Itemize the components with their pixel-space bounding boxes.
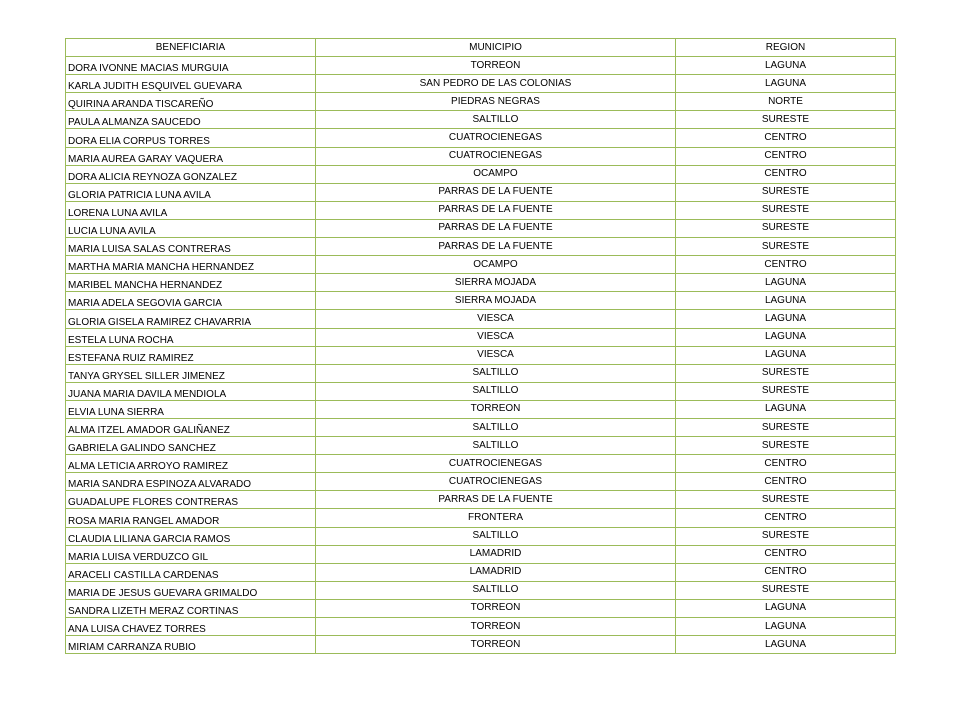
- municipality-cell: PARRAS DE LA FUENTE: [316, 201, 676, 219]
- region-cell: CENTRO: [676, 473, 896, 491]
- beneficiary-name-cell: TANYA GRYSEL SILLER JIMENEZ: [66, 364, 316, 382]
- beneficiary-name-cell: PAULA ALMANZA SAUCEDO: [66, 111, 316, 129]
- region-cell: LAGUNA: [676, 292, 896, 310]
- municipality-cell: VIESCA: [316, 328, 676, 346]
- region-cell: LAGUNA: [676, 57, 896, 75]
- region-cell: SURESTE: [676, 418, 896, 436]
- region-cell: SURESTE: [676, 111, 896, 129]
- region-cell: LAGUNA: [676, 400, 896, 418]
- region-cell: LAGUNA: [676, 310, 896, 328]
- municipality-cell: CUATROCIENEGAS: [316, 147, 676, 165]
- region-cell: CENTRO: [676, 509, 896, 527]
- municipality-cell: SALTILLO: [316, 437, 676, 455]
- municipality-cell: SIERRA MOJADA: [316, 292, 676, 310]
- region-cell: CENTRO: [676, 256, 896, 274]
- table-row: [66, 238, 896, 256]
- region-cell: SURESTE: [676, 238, 896, 256]
- table-row: [66, 581, 896, 599]
- table-row: [66, 93, 896, 111]
- municipality-cell: SAN PEDRO DE LAS COLONIAS: [316, 75, 676, 93]
- municipality-cell: SALTILLO: [316, 581, 676, 599]
- beneficiary-name-cell: ARACELI CASTILLA CARDENAS: [66, 563, 316, 581]
- municipality-cell: PIEDRAS NEGRAS: [316, 93, 676, 111]
- municipality-cell: SALTILLO: [316, 418, 676, 436]
- beneficiary-name-cell: DORA ALICIA REYNOZA GONZALEZ: [66, 165, 316, 183]
- region-cell: CENTRO: [676, 165, 896, 183]
- municipality-cell: SALTILLO: [316, 111, 676, 129]
- table-row: [66, 455, 896, 473]
- beneficiary-name-cell: LUCIA LUNA AVILA: [66, 219, 316, 237]
- table-row: [66, 57, 896, 75]
- region-cell: LAGUNA: [676, 599, 896, 617]
- region-cell: SURESTE: [676, 491, 896, 509]
- municipality-cell: OCAMPO: [316, 165, 676, 183]
- table-row: [66, 75, 896, 93]
- municipality-cell: VIESCA: [316, 346, 676, 364]
- beneficiary-name-cell: CLAUDIA LILIANA GARCIA RAMOS: [66, 527, 316, 545]
- beneficiary-name-cell: MARIA ADELA SEGOVIA GARCIA: [66, 292, 316, 310]
- beneficiary-name-cell: GABRIELA GALINDO SANCHEZ: [66, 437, 316, 455]
- beneficiary-name-cell: LORENA LUNA AVILA: [66, 201, 316, 219]
- table-row: [66, 527, 896, 545]
- region-cell: LAGUNA: [676, 274, 896, 292]
- region-cell: SURESTE: [676, 437, 896, 455]
- municipality-cell: VIESCA: [316, 310, 676, 328]
- beneficiary-name-cell: MARIA DE JESUS GUEVARA GRIMALDO: [66, 581, 316, 599]
- beneficiary-name-cell: MARTHA MARIA MANCHA HERNANDEZ: [66, 256, 316, 274]
- beneficiary-name-cell: JUANA MARIA DAVILA MENDIOLA: [66, 382, 316, 400]
- municipality-cell: FRONTERA: [316, 509, 676, 527]
- table-row: [66, 599, 896, 617]
- region-cell: SURESTE: [676, 581, 896, 599]
- beneficiary-name-cell: QUIRINA ARANDA TISCAREÑO: [66, 93, 316, 111]
- beneficiary-name-cell: MARIA LUISA SALAS CONTRERAS: [66, 238, 316, 256]
- municipality-cell: TORREON: [316, 57, 676, 75]
- table-row: [66, 183, 896, 201]
- table-row: [66, 636, 896, 654]
- table-row: [66, 256, 896, 274]
- table-row: [66, 437, 896, 455]
- table-row: [66, 400, 896, 418]
- municipality-cell: PARRAS DE LA FUENTE: [316, 183, 676, 201]
- region-cell: CENTRO: [676, 147, 896, 165]
- beneficiary-name-cell: ANA LUISA CHAVEZ TORRES: [66, 618, 316, 636]
- region-cell: SURESTE: [676, 183, 896, 201]
- municipality-cell: TORREON: [316, 400, 676, 418]
- municipality-cell: PARRAS DE LA FUENTE: [316, 238, 676, 256]
- region-cell: CENTRO: [676, 129, 896, 147]
- region-cell: SURESTE: [676, 219, 896, 237]
- region-cell: CENTRO: [676, 455, 896, 473]
- region-cell: SURESTE: [676, 382, 896, 400]
- region-cell: LAGUNA: [676, 636, 896, 654]
- header-municipio: MUNICIPIO: [316, 39, 676, 57]
- table-body: [66, 57, 896, 654]
- beneficiary-name-cell: MARIA AUREA GARAY VAQUERA: [66, 147, 316, 165]
- header-row: [66, 39, 896, 57]
- table-row: [66, 165, 896, 183]
- table-row: [66, 346, 896, 364]
- beneficiaries-table: [65, 38, 896, 654]
- municipality-cell: TORREON: [316, 636, 676, 654]
- header-beneficiaria: BENEFICIARIA: [66, 39, 316, 57]
- table-row: [66, 364, 896, 382]
- municipality-cell: CUATROCIENEGAS: [316, 455, 676, 473]
- table-row: [66, 111, 896, 129]
- municipality-cell: LAMADRID: [316, 563, 676, 581]
- beneficiary-name-cell: MARIA LUISA VERDUZCO GIL: [66, 545, 316, 563]
- beneficiary-name-cell: MIRIAM CARRANZA RUBIO: [66, 636, 316, 654]
- beneficiary-name-cell: ELVIA LUNA SIERRA: [66, 400, 316, 418]
- table-row: [66, 618, 896, 636]
- municipality-cell: SALTILLO: [316, 382, 676, 400]
- beneficiary-name-cell: GLORIA PATRICIA LUNA AVILA: [66, 183, 316, 201]
- header-region: REGION: [676, 39, 896, 57]
- municipality-cell: SIERRA MOJADA: [316, 274, 676, 292]
- municipality-cell: TORREON: [316, 618, 676, 636]
- region-cell: LAGUNA: [676, 328, 896, 346]
- region-cell: SURESTE: [676, 364, 896, 382]
- beneficiary-name-cell: MARIBEL MANCHA HERNANDEZ: [66, 274, 316, 292]
- region-cell: CENTRO: [676, 545, 896, 563]
- region-cell: LAGUNA: [676, 346, 896, 364]
- region-cell: NORTE: [676, 93, 896, 111]
- municipality-cell: SALTILLO: [316, 364, 676, 382]
- table-row: [66, 382, 896, 400]
- beneficiary-name-cell: GLORIA GISELA RAMIREZ CHAVARRIA: [66, 310, 316, 328]
- region-cell: LAGUNA: [676, 618, 896, 636]
- beneficiary-name-cell: MARIA SANDRA ESPINOZA ALVARADO: [66, 473, 316, 491]
- table-row: [66, 219, 896, 237]
- table-row: [66, 310, 896, 328]
- region-cell: SURESTE: [676, 527, 896, 545]
- table-row: [66, 563, 896, 581]
- beneficiary-name-cell: ALMA LETICIA ARROYO RAMIREZ: [66, 455, 316, 473]
- municipality-cell: SALTILLO: [316, 527, 676, 545]
- beneficiary-name-cell: DORA ELIA CORPUS TORRES: [66, 129, 316, 147]
- municipality-cell: LAMADRID: [316, 545, 676, 563]
- municipality-cell: CUATROCIENEGAS: [316, 473, 676, 491]
- beneficiary-name-cell: ESTELA LUNA ROCHA: [66, 328, 316, 346]
- beneficiary-name-cell: DORA IVONNE MACIAS MURGUIA: [66, 57, 316, 75]
- municipality-cell: TORREON: [316, 599, 676, 617]
- municipality-cell: PARRAS DE LA FUENTE: [316, 491, 676, 509]
- beneficiary-name-cell: ALMA ITZEL AMADOR GALIÑANEZ: [66, 418, 316, 436]
- beneficiary-name-cell: ESTEFANA RUIZ RAMIREZ: [66, 346, 316, 364]
- table-row: [66, 473, 896, 491]
- table-row: [66, 201, 896, 219]
- table-row: [66, 129, 896, 147]
- beneficiary-name-cell: KARLA JUDITH ESQUIVEL GUEVARA: [66, 75, 316, 93]
- municipality-cell: PARRAS DE LA FUENTE: [316, 219, 676, 237]
- municipality-cell: CUATROCIENEGAS: [316, 129, 676, 147]
- table-row: [66, 418, 896, 436]
- table-row: [66, 274, 896, 292]
- region-cell: CENTRO: [676, 563, 896, 581]
- table-row: [66, 545, 896, 563]
- table-row: [66, 292, 896, 310]
- region-cell: LAGUNA: [676, 75, 896, 93]
- table-row: [66, 509, 896, 527]
- table-row: [66, 147, 896, 165]
- municipality-cell: OCAMPO: [316, 256, 676, 274]
- table-row: [66, 328, 896, 346]
- beneficiary-name-cell: SANDRA LIZETH MERAZ CORTINAS: [66, 599, 316, 617]
- table-row: [66, 491, 896, 509]
- beneficiary-name-cell: GUADALUPE FLORES CONTRERAS: [66, 491, 316, 509]
- region-cell: SURESTE: [676, 201, 896, 219]
- beneficiary-name-cell: ROSA MARIA RANGEL AMADOR: [66, 509, 316, 527]
